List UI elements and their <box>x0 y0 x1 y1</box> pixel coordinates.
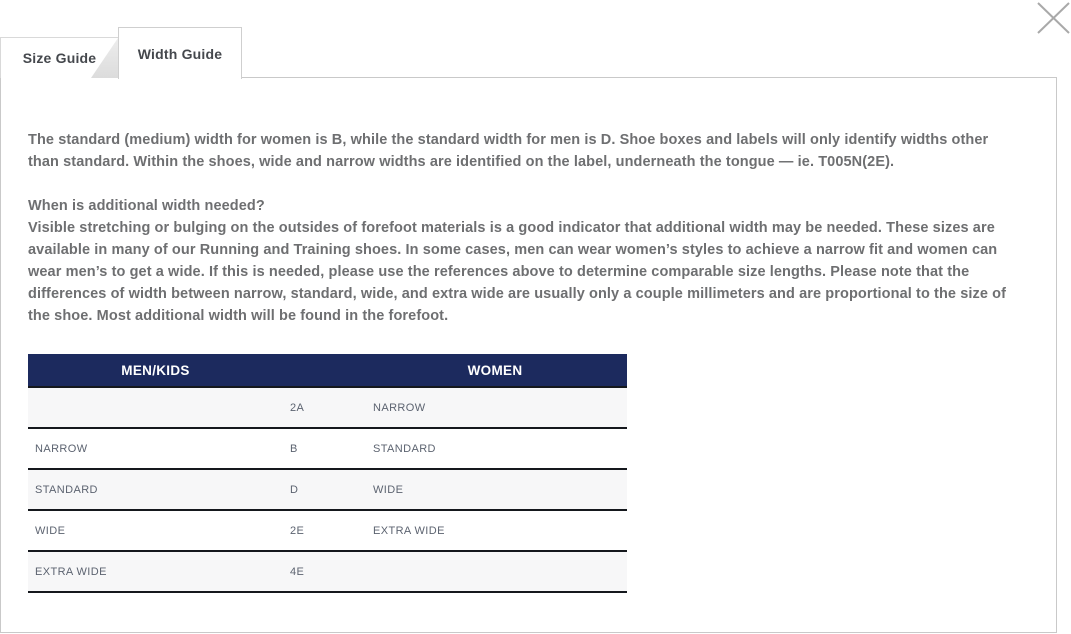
cell-men-kids: EXTRA WIDE <box>35 565 107 578</box>
width-comparison-table <box>28 354 627 593</box>
tab-size-guide[interactable] <box>0 37 118 78</box>
header-empty <box>283 354 363 387</box>
cell-width-code: 4E <box>290 565 305 578</box>
tab-size-guide-label: Size Guide <box>22 50 97 66</box>
table-row <box>28 551 627 592</box>
close-button[interactable] <box>1036 1 1071 35</box>
width-guide-content <box>0 77 1057 593</box>
answer-text: Visible stretching or bulging on the outsides of forefoot materials is a good indicator that additional width may be needed. These sizes are available in many of our Running and Training shoes. In some cases, men can wear women’s styles to achieve a narrow fit and women can wear men’s to get a wide. If this is needed, please use the references above to determine comparable size lengths. Please note that the differences of width between narrow, standard, wide, and extra wide are usually only a couple millimeters and are proportional to the size of the shoe. Most additional width will be found in the forefoot. <box>28 220 1007 324</box>
cell-women <box>363 551 627 592</box>
cell-width-code: 2E <box>290 524 305 537</box>
additional-width-block <box>28 195 1008 327</box>
intro-paragraph: The standard (medium) width for women is B, while the standard width for men is D. Shoe boxes and labels will only identify widths other than standard. Within the shoes, wide and narrow widths are identified on the label, underneath the tongue — ie. T005N(2E). <box>28 132 989 170</box>
cell-width-code: B <box>290 442 298 455</box>
cell-width-code: 2A <box>290 401 305 414</box>
cell-men-kids: WIDE <box>35 524 66 537</box>
table-row <box>28 387 627 428</box>
tab-width-guide-label: Width Guide <box>137 45 223 62</box>
cell-men-kids: NARROW <box>35 442 88 455</box>
cell-men-kids: STANDARD <box>35 483 98 496</box>
header-men-kids: MEN/KIDS <box>28 354 283 387</box>
cell-women: EXTRA WIDE <box>373 524 445 537</box>
table-header-row <box>28 354 627 387</box>
close-icon <box>1036 1 1071 35</box>
cell-women: NARROW <box>373 401 426 414</box>
header-women: WOMEN <box>363 354 627 387</box>
cell-women: STANDARD <box>373 442 436 455</box>
table-row <box>28 428 627 469</box>
tab-width-guide[interactable] <box>118 27 242 79</box>
cell-women: WIDE <box>373 483 404 496</box>
cell-men-kids <box>28 387 283 428</box>
table-row <box>28 469 627 510</box>
question-heading: When is additional width needed? <box>28 198 265 214</box>
cell-width-code: D <box>290 483 299 496</box>
table-row <box>28 510 627 551</box>
